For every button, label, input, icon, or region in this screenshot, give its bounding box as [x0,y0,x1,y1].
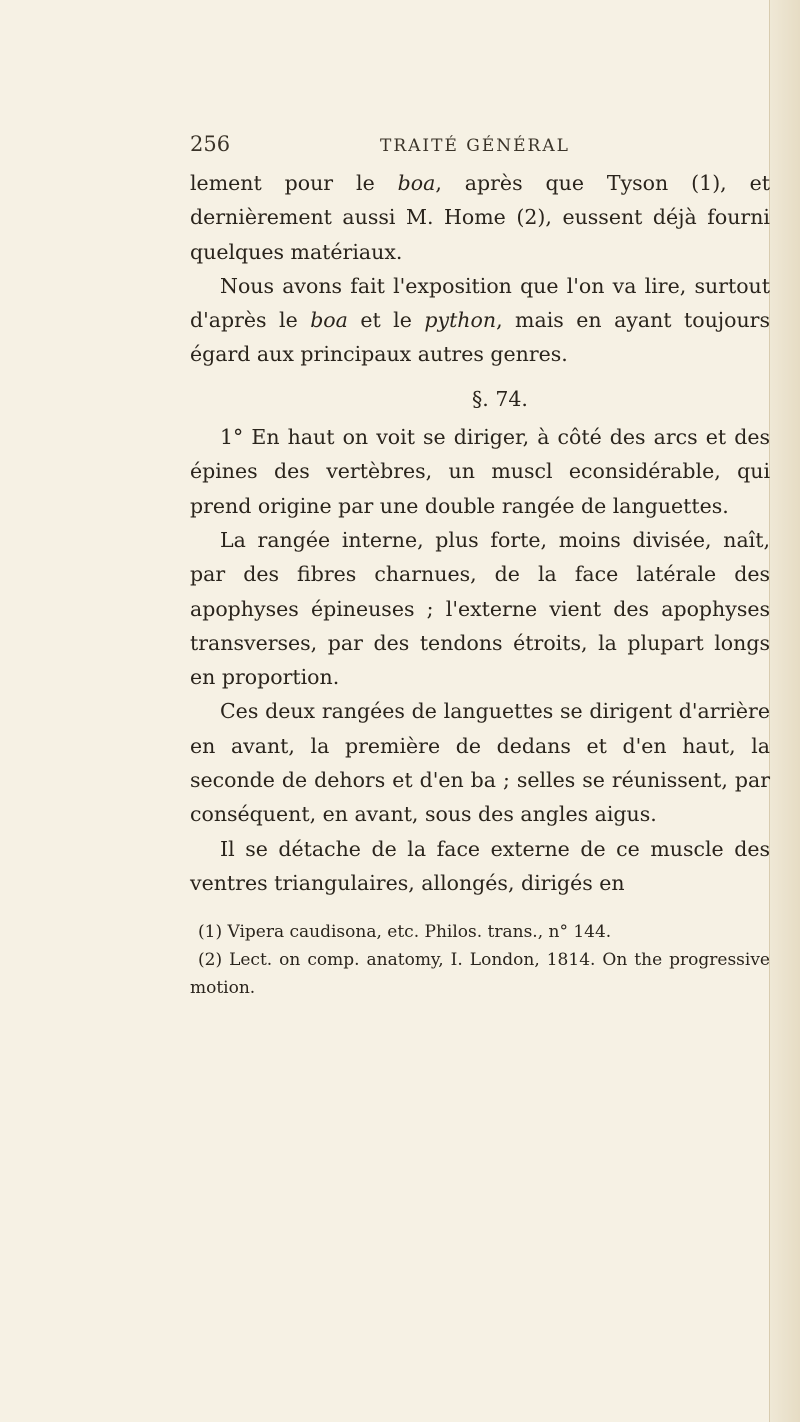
paragraph-2 [190,269,770,372]
page-number: 256 [190,132,231,156]
paragraph-2-b: et le [347,308,425,333]
paragraph-3: 1° En haut on voit se diriger, à côté des arcs et des épines des vertèbres, un muscl econsidérable, qui prend origine par une double rangée de languettes. [190,425,770,518]
footnote-1: (1) Vipera caudisona, etc. Philos. trans., n° 144. [198,922,612,943]
page-edge [769,0,800,1422]
page-header [190,132,770,162]
paragraph-1-boa: boa [397,171,436,195]
section-heading: §. 74. [472,386,528,411]
paragraph-2-boa: boa [310,308,348,333]
paragraph-1-a: lement pour le [190,171,398,195]
footnote-2: (2) Lect. on comp. anatomy, I. London, 1814. On the progressive motion. [190,950,770,999]
paragraph-2-c: , mais en ayant toujours égard aux principaux autres genres. [190,308,771,367]
running-title: TRAITÉ GÉNÉRAL [380,136,570,156]
paragraph-2-a: Nous avons fait l'exposition que l'on va lire, surtout d'après le [190,273,770,333]
paragraph-6: Il se détache de la face externe de ce muscle des ventres triangulaires, allongés, dirigés en [190,836,770,895]
paragraph-1-b: , après que Tyson (1), et dernièrement aussi M. Home (2), eussent déjà fourni quelques matériaux. [190,171,771,264]
footnotes [190,918,770,1002]
body-text [190,166,770,900]
paragraph-2-python: python [424,308,497,333]
paragraph-4: La rangée interne, plus forte, moins divisée, naît, par des fibres charnues, de la face latérale des apophyses épineuses ; l'externe vient des apophyses transverses, par des tendons étroits, la plupart longs en proportion. [190,527,770,690]
book-page [190,132,770,1002]
paragraph-5: Ces deux rangées de languettes se dirigent d'arrière en avant, la première de dedans et d'en haut, la seconde de dehors et d'en ba ; selles se réunissent, par conséquent, en avant, sous des angles aigus. [190,699,770,827]
paragraph-1 [190,166,770,269]
